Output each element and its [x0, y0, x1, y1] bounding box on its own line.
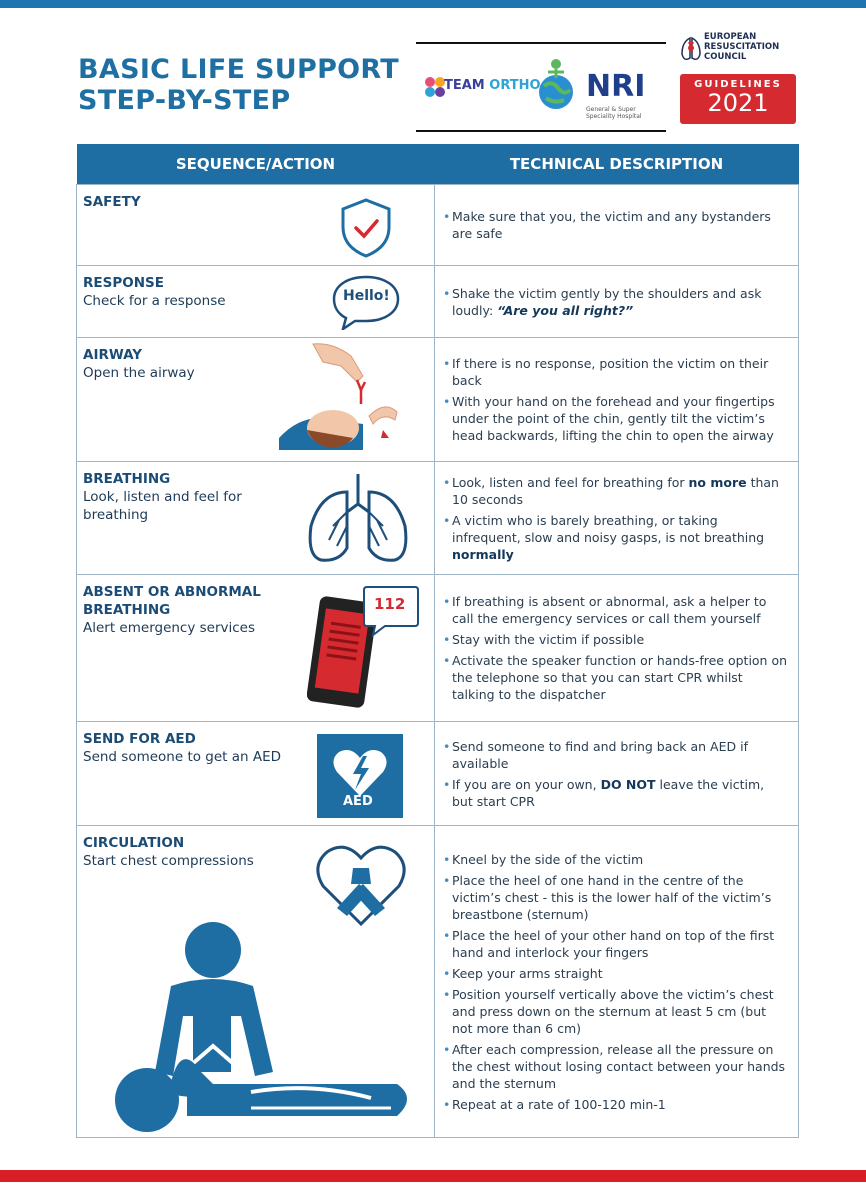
- description-emphasis: no more: [688, 474, 747, 490]
- step-title: BREATHING: [83, 471, 171, 487]
- cell-airway-description: [435, 338, 799, 462]
- table-row-airway: [77, 338, 799, 462]
- lungs-icon: [303, 470, 413, 566]
- cell-send-aed-description: [435, 722, 799, 826]
- description-item: • Repeat at a rate of 100-120 min-1: [443, 1096, 788, 1113]
- cell-airway-action: [77, 338, 435, 462]
- description-text: Shake the victim gently by the shoulders and ask loudly:: [452, 285, 762, 318]
- description-item: [443, 776, 788, 810]
- description-item: [443, 512, 788, 563]
- cell-safety-description: [435, 185, 799, 266]
- cell-absent-breathing-description: [435, 575, 799, 722]
- step-title: SAFETY: [83, 194, 141, 210]
- description-text: leave the victim, but start CPR: [452, 776, 765, 809]
- cell-breathing-description: [435, 462, 799, 575]
- description-item: • Place the heel of your other hand on top of the first hand and interlock your fingers: [443, 927, 788, 961]
- cell-response-action: [77, 266, 435, 338]
- table-row-send-aed: [77, 722, 799, 826]
- bls-table: [76, 144, 799, 1138]
- description-item: [443, 285, 788, 319]
- header-technical-description: TECHNICAL DESCRIPTION: [435, 144, 799, 185]
- description-item: • With your hand on the forehead and your fingertips under the point of the chin, gently tilt the victim’s head backwards, lifting the chin to open the airway: [443, 393, 788, 444]
- step-subtitle: Look, listen and feel for breathing: [83, 489, 242, 523]
- description-emphasis: normally: [452, 546, 514, 562]
- cell-send-aed-action: [77, 722, 435, 826]
- description-text: than 10 seconds: [452, 474, 779, 507]
- step-title: SEND FOR AED: [83, 731, 196, 747]
- table-row-absent-breathing: [77, 575, 799, 722]
- description-text: Look, listen and feel for breathing for: [452, 474, 689, 490]
- erc-name: EUROPEAN RESUSCITATION COUNCIL: [704, 32, 780, 62]
- table-row-breathing: [77, 462, 799, 575]
- nri-globe-icon: [534, 56, 578, 116]
- step-title: CIRCULATION: [83, 835, 185, 851]
- guidelines-label: GUIDELINES: [694, 79, 782, 90]
- top-accent-bar: [0, 0, 866, 8]
- cell-safety-action: [77, 185, 435, 266]
- cell-circulation-description: [435, 826, 799, 1138]
- step-subtitle: Check for a response: [83, 293, 226, 309]
- cpr-person-icon: [101, 922, 421, 1132]
- description-item: • Keep your arms straight: [443, 965, 788, 982]
- aed-label: AED: [343, 794, 373, 809]
- team-text: TEAM: [444, 78, 485, 93]
- cell-breathing-action: [77, 462, 435, 575]
- description-quote: “Are you all right?”: [497, 302, 634, 318]
- table-row-response: [77, 266, 799, 338]
- table-header-row: [77, 144, 799, 185]
- cell-circulation-action: [77, 826, 435, 1138]
- nri-subtitle: General & Super Speciality Hospital: [586, 106, 642, 120]
- guidelines-badge: [680, 74, 796, 124]
- step-subtitle: Open the airway: [83, 365, 195, 381]
- hospital-logos: [416, 42, 666, 132]
- head-tilt-icon: [273, 342, 423, 456]
- step-title: AIRWAY: [83, 347, 143, 363]
- description-item: • If there is no response, position the victim on their back: [443, 355, 788, 389]
- title-line-2: STEP-BY-STEP: [78, 85, 291, 116]
- step-subtitle: Alert emergency services: [83, 620, 256, 636]
- description-emphasis: DO NOT: [600, 776, 656, 792]
- nri-logo-text: NRI: [586, 69, 646, 104]
- description-item: [443, 474, 788, 508]
- table-row-safety: [77, 185, 799, 266]
- step-title: RESPONSE: [83, 275, 164, 291]
- erc-lungs-heart-icon: [680, 34, 702, 64]
- page-title: [78, 54, 399, 116]
- team-ortho-logo-text: [444, 78, 541, 93]
- step-title: ABSENT OR ABNORMAL BREATHING: [83, 584, 261, 618]
- guidelines-year: 2021: [707, 89, 769, 117]
- table-row-circulation: [77, 826, 799, 1138]
- step-subtitle: Start chest compressions: [83, 853, 254, 869]
- description-text: If you are on your own,: [452, 776, 601, 792]
- description-item: • Position yourself vertically above the victim’s chest and press down on the sternum at least 5 cm (but not more than 6 cm): [443, 986, 788, 1037]
- shield-check-icon: [339, 197, 393, 259]
- description-item: • Activate the speaker function or hands-free option on the telephone so that you can start CPR whilst talking to the dispatcher: [443, 652, 788, 703]
- description-item: • After each compression, release all the pressure on the chest without losing contact between your hands and the sternum: [443, 1041, 788, 1092]
- description-item: • Place the heel of one hand in the centre of the victim’s chest - this is the lower half of the victim’s breastbone (sternum): [443, 872, 788, 923]
- description-text: A victim who is barely breathing, or taking infrequent, slow and noisy gasps, is not breathing: [452, 512, 765, 545]
- title-line-1: BASIC LIFE SUPPORT: [78, 54, 400, 85]
- description-item: • Kneel by the side of the victim: [443, 851, 788, 868]
- header-sequence-action: SEQUENCE/ACTION: [77, 144, 435, 185]
- description-item: • Make sure that you, the victim and any bystanders are safe: [443, 208, 788, 242]
- description-item: • If breathing is absent or abnormal, ask a helper to call the emergency services or call them yourself: [443, 593, 788, 627]
- cell-response-description: [435, 266, 799, 338]
- description-item: • Send someone to find and bring back an AED if available: [443, 738, 788, 772]
- emergency-number: 112: [374, 595, 406, 613]
- bottom-accent-bar: [0, 1170, 866, 1182]
- erc-logo: [680, 32, 796, 124]
- description-item: • Stay with the victim if possible: [443, 631, 788, 648]
- step-subtitle: Send someone to get an AED: [83, 749, 282, 765]
- heart-hands-icon: [313, 838, 409, 930]
- bubble-text: Hello!: [343, 288, 390, 304]
- cell-absent-breathing-action: [77, 575, 435, 722]
- ortho-text: ORTHO: [484, 78, 541, 93]
